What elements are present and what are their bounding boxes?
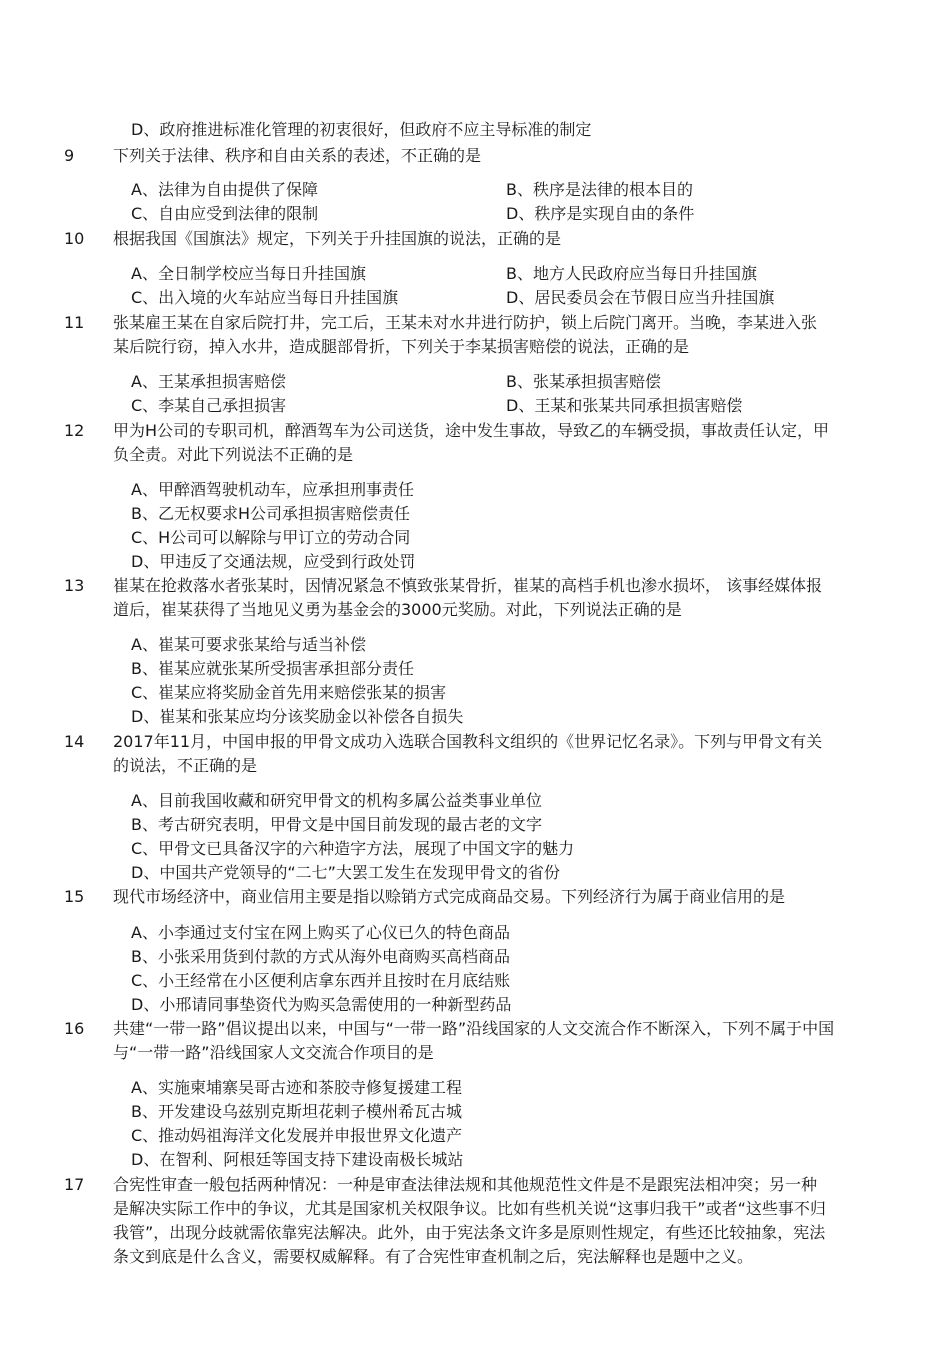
question-15-number: 15	[64, 887, 85, 906]
question-14-stem-line-1: 2017年11月，中国申报的甲骨文成功入选联合国教科文组织的《世界记忆名录》。下列与甲骨文有关	[113, 732, 823, 751]
question-9-stem: 下列关于法律、秩序和自由关系的表述，不正确的是	[113, 146, 482, 165]
question-11-option-c: C、李某自己承担损害	[131, 396, 287, 415]
question-10-number: 10	[64, 229, 85, 248]
question-15-option-c: C、小王经常在小区便利店拿东西并且按时在月底结账	[131, 971, 511, 990]
question-13-option-a: A、崔某可要求张某给与适当补偿	[131, 635, 366, 654]
question-9-option-d: D、秩序是实现自由的条件	[506, 204, 695, 223]
question-10-option-a: A、全日制学校应当每日升挂国旗	[131, 264, 366, 283]
question-12-stem-line-2: 负全责。对此下列说法不正确的是	[113, 445, 354, 464]
question-17-stem-line-4: 条文到底是什么含义，需要权威解释。有了合宪性审查机制之后，宪法解释也是题中之义。	[113, 1247, 754, 1266]
question-14-number: 14	[64, 732, 85, 751]
q8-option-d: D、政府推进标准化管理的初衷很好，但政府不应主导标准的制定	[131, 120, 592, 139]
question-15-option-d: D、小邢请同事垫资代为购买急需使用的一种新型药品	[131, 995, 512, 1014]
question-11-stem-line-2: 某后院行窃，掉入水井，造成腿部骨折，下列关于李某损害赔偿的说法，正确的是	[113, 337, 690, 356]
question-9-option-c: C、自由应受到法律的限制	[131, 204, 319, 223]
question-13-stem-line-1: 崔某在抢救落水者张某时，因情况紧急不慎致张某骨折，崔某的高档手机也渗水损坏， 该事经媒体报	[113, 576, 823, 595]
question-13-option-d: D、崔某和张某应均分该奖励金以补偿各自损失	[131, 707, 464, 726]
question-12-option-c: C、H公司可以解除与甲订立的劳动合同	[131, 528, 411, 547]
question-10-stem: 根据我国《国旗法》规定，下列关于升挂国旗的说法，正确的是	[113, 229, 562, 248]
question-10-option-c: C、出入境的火车站应当每日升挂国旗	[131, 288, 399, 307]
question-15-stem: 现代市场经济中，商业信用主要是指以赊销方式完成商品交易。下列经济行为属于商业信用的是	[113, 887, 786, 906]
question-16-stem-line-1: 共建“一带一路”倡议提出以来，中国与“一带一路”沿线国家的人文交流合作不断深入，下列不属于中国	[113, 1019, 835, 1038]
question-14-option-c: C、甲骨文已具备汉字的六种造字方法，展现了中国文字的魅力	[131, 839, 575, 858]
question-12-option-b: B、乙无权要求H公司承担损害赔偿责任	[131, 504, 411, 523]
question-11-option-b: B、张某承担损害赔偿	[506, 372, 661, 391]
question-17-stem-line-3: 我管”，出现分歧就需依靠宪法解决。此外，由于宪法条文许多是原则性规定，有些还比较抽象，宪法	[113, 1223, 826, 1242]
question-16-stem-line-2: 与“一带一路”沿线国家人文交流合作项目的是	[113, 1043, 434, 1062]
question-14-stem-line-2: 的说法，不正确的是	[113, 756, 258, 775]
question-15-option-a: A、小李通过支付宝在网上购买了心仪已久的特色商品	[131, 923, 510, 942]
question-13-stem-line-2: 道后，崔某获得了当地见义勇为基金会的3000元奖励。对此，下列说法正确的是	[113, 600, 682, 619]
question-14-option-d: D、中国共产党领导的“二七”大罢工发生在发现甲骨文的省份	[131, 863, 560, 882]
question-13-number: 13	[64, 576, 85, 595]
question-13-option-b: B、崔某应就张某所受损害承担部分责任	[131, 659, 414, 678]
question-12-option-a: A、甲醉酒驾驶机动车，应承担刑事责任	[131, 480, 414, 499]
question-11-number: 11	[64, 313, 85, 332]
question-17-stem-line-2: 是解决实际工作中的争议，尤其是国家机关权限争议。比如有些机关说“这事归我干”或者“这些事不归	[113, 1199, 826, 1218]
question-13-option-c: C、崔某应将奖励金首先用来赔偿张某的损害	[131, 683, 447, 702]
question-12-number: 12	[64, 421, 85, 440]
question-9-option-a: A、法律为自由提供了保障	[131, 180, 318, 199]
question-11-option-d: D、王某和张某共同承担损害赔偿	[506, 396, 743, 415]
question-14-option-a: A、目前我国收藏和研究甲骨文的机构多属公益类事业单位	[131, 791, 542, 810]
question-10-option-d: D、居民委员会在节假日应当升挂国旗	[506, 288, 775, 307]
question-9-option-b: B、秩序是法律的根本目的	[506, 180, 693, 199]
question-16-number: 16	[64, 1019, 85, 1038]
question-16-option-d: D、在智利、阿根廷等国支持下建设南极长城站	[131, 1150, 464, 1169]
question-16-option-c: C、推动妈祖海洋文化发展并申报世界文化遗产	[131, 1126, 463, 1145]
question-16-option-a: A、实施柬埔寨吴哥古迹和茶胶寺修复援建工程	[131, 1078, 462, 1097]
question-12-stem-line-1: 甲为H公司的专职司机，醉酒驾车为公司送货，途中发生事故，导致乙的车辆受损，事故责任认定，甲	[113, 421, 830, 440]
question-11-option-a: A、王某承担损害赔偿	[131, 372, 286, 391]
question-14-option-b: B、考古研究表明，甲骨文是中国目前发现的最古老的文字	[131, 815, 542, 834]
question-17-number: 17	[64, 1175, 85, 1194]
question-16-option-b: B、开发建设乌兹别克斯坦花剌子模州希瓦古城	[131, 1102, 462, 1121]
question-12-option-d: D、甲违反了交通法规，应受到行政处罚	[131, 552, 416, 571]
question-15-option-b: B、小张采用货到付款的方式从海外电商购买高档商品	[131, 947, 510, 966]
question-11-stem-line-1: 张某雇王某在自家后院打井，完工后，王某未对水井进行防护，锁上后院门离开。当晚，李某进入张	[113, 313, 818, 332]
question-10-option-b: B、地方人民政府应当每日升挂国旗	[506, 264, 757, 283]
question-17-stem-line-1: 合宪性审查一般包括两种情况：一种是审查法律法规和其他规范性文件是不是跟宪法相冲突；另一种	[113, 1175, 818, 1194]
question-9-number: 9	[64, 146, 75, 165]
